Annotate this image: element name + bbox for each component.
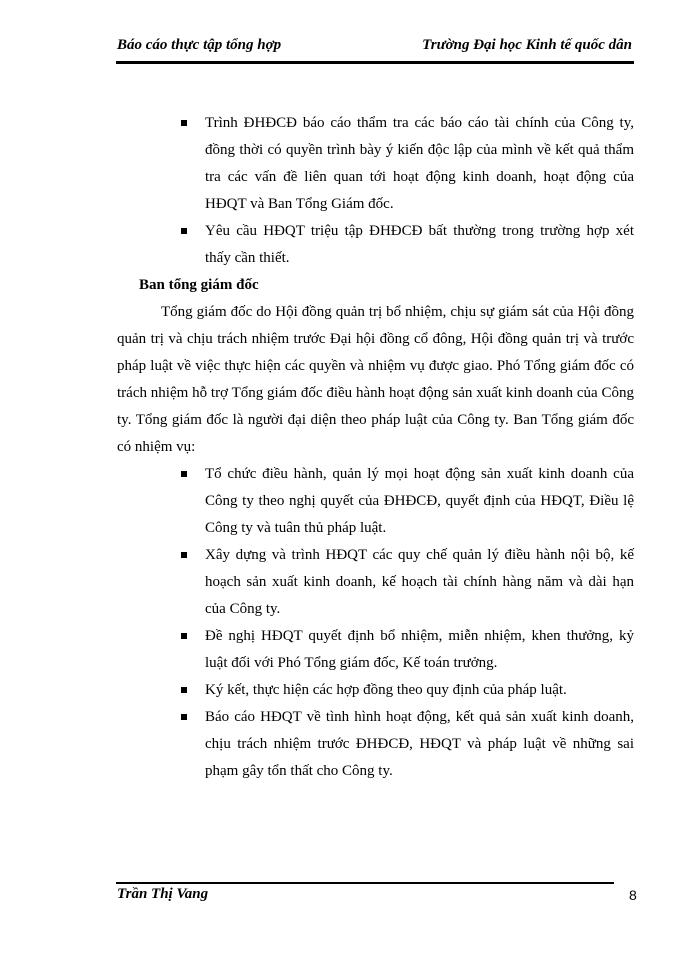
header-university: Trường Đại học Kinh tế quốc dân: [422, 37, 632, 53]
list-item-text: Tổ chức điều hành, quản lý mọi hoạt động sản xuất kinh doanh của Công ty theo nghị quyết của ĐHĐCĐ, quyết định của HĐQT, Điều lệ Công ty và tuân thủ pháp luật.: [205, 466, 634, 536]
header-report-title: Báo cáo thực tập tổng hợp: [117, 37, 282, 53]
bullet-square-icon: [181, 714, 187, 720]
supervisory-duties-list: [117, 110, 634, 272]
list-item: [117, 218, 634, 272]
document-body: [117, 110, 634, 785]
footer-divider: [116, 882, 614, 884]
bullet-square-icon: [181, 687, 187, 693]
bullet-square-icon: [181, 228, 187, 234]
list-item-text: Báo cáo HĐQT về tình hình hoạt động, kết quả sản xuất kinh doanh, chịu trách nhiệm trước ĐHĐCĐ, HĐQT và pháp luật về những sai phạm gây tổn thất cho Công ty.: [205, 709, 634, 779]
list-item-text: Đề nghị HĐQT quyết định bổ nhiệm, miễn nhiệm, khen thưởng, kỷ luật đối với Phó Tổng giám đốc, Kế toán trưởng.: [205, 628, 634, 671]
list-item: [117, 110, 634, 218]
page-number: 8: [629, 887, 637, 903]
footer-author: Trần Thị Vang: [117, 886, 209, 902]
list-item-text: Trình ĐHĐCĐ báo cáo thẩm tra các báo cáo tài chính của Công ty, đồng thời có quyền trình bày ý kiến độc lập của mình về kết quả thẩm tra các vấn đề liên quan tới hoạt động kinh doanh, hoạt động của HĐQT và Ban Tổng Giám đốc.: [205, 115, 634, 212]
list-item-text: Yêu cầu HĐQT triệu tập ĐHĐCĐ bất thường trong trường hợp xét thấy cần thiết.: [205, 223, 634, 266]
section-heading: Ban tổng giám đốc: [139, 277, 259, 293]
list-item-text: Xây dựng và trình HĐQT các quy chế quản lý điều hành nội bộ, kế hoạch sản xuất kinh doanh, kế hoạch tài chính hàng năm và dài hạn của Công ty.: [205, 547, 634, 617]
bullet-square-icon: [181, 633, 187, 639]
body-paragraph: Tổng giám đốc do Hội đồng quản trị bổ nhiệm, chịu sự giám sát của Hội đồng quản trị và chịu trách nhiệm trước Đại hội đồng cổ đông, Hội đồng quản trị và trước pháp luật về việc thực hiện các quyền và nhiệm vụ được giao. Phó Tổng giám đốc có trách nhiệm hỗ trợ Tổng giám đốc điều hành hoạt động sản xuất kinh doanh của Công ty. Tổng giám đốc là người đại diện theo pháp luật của Công ty. Ban Tổng giám đốc có nhiệm vụ:: [117, 304, 634, 455]
list-item: [117, 677, 634, 704]
page-header: [117, 37, 632, 59]
list-item: [117, 623, 634, 677]
bullet-square-icon: [181, 471, 187, 477]
list-item: [117, 461, 634, 542]
bullet-square-icon: [181, 120, 187, 126]
header-divider: [116, 61, 634, 64]
list-item: [117, 542, 634, 623]
list-item-text: Ký kết, thực hiện các hợp đồng theo quy định của pháp luật.: [205, 682, 567, 698]
director-duties-list: [117, 461, 634, 785]
bullet-square-icon: [181, 552, 187, 558]
list-item: [117, 704, 634, 785]
